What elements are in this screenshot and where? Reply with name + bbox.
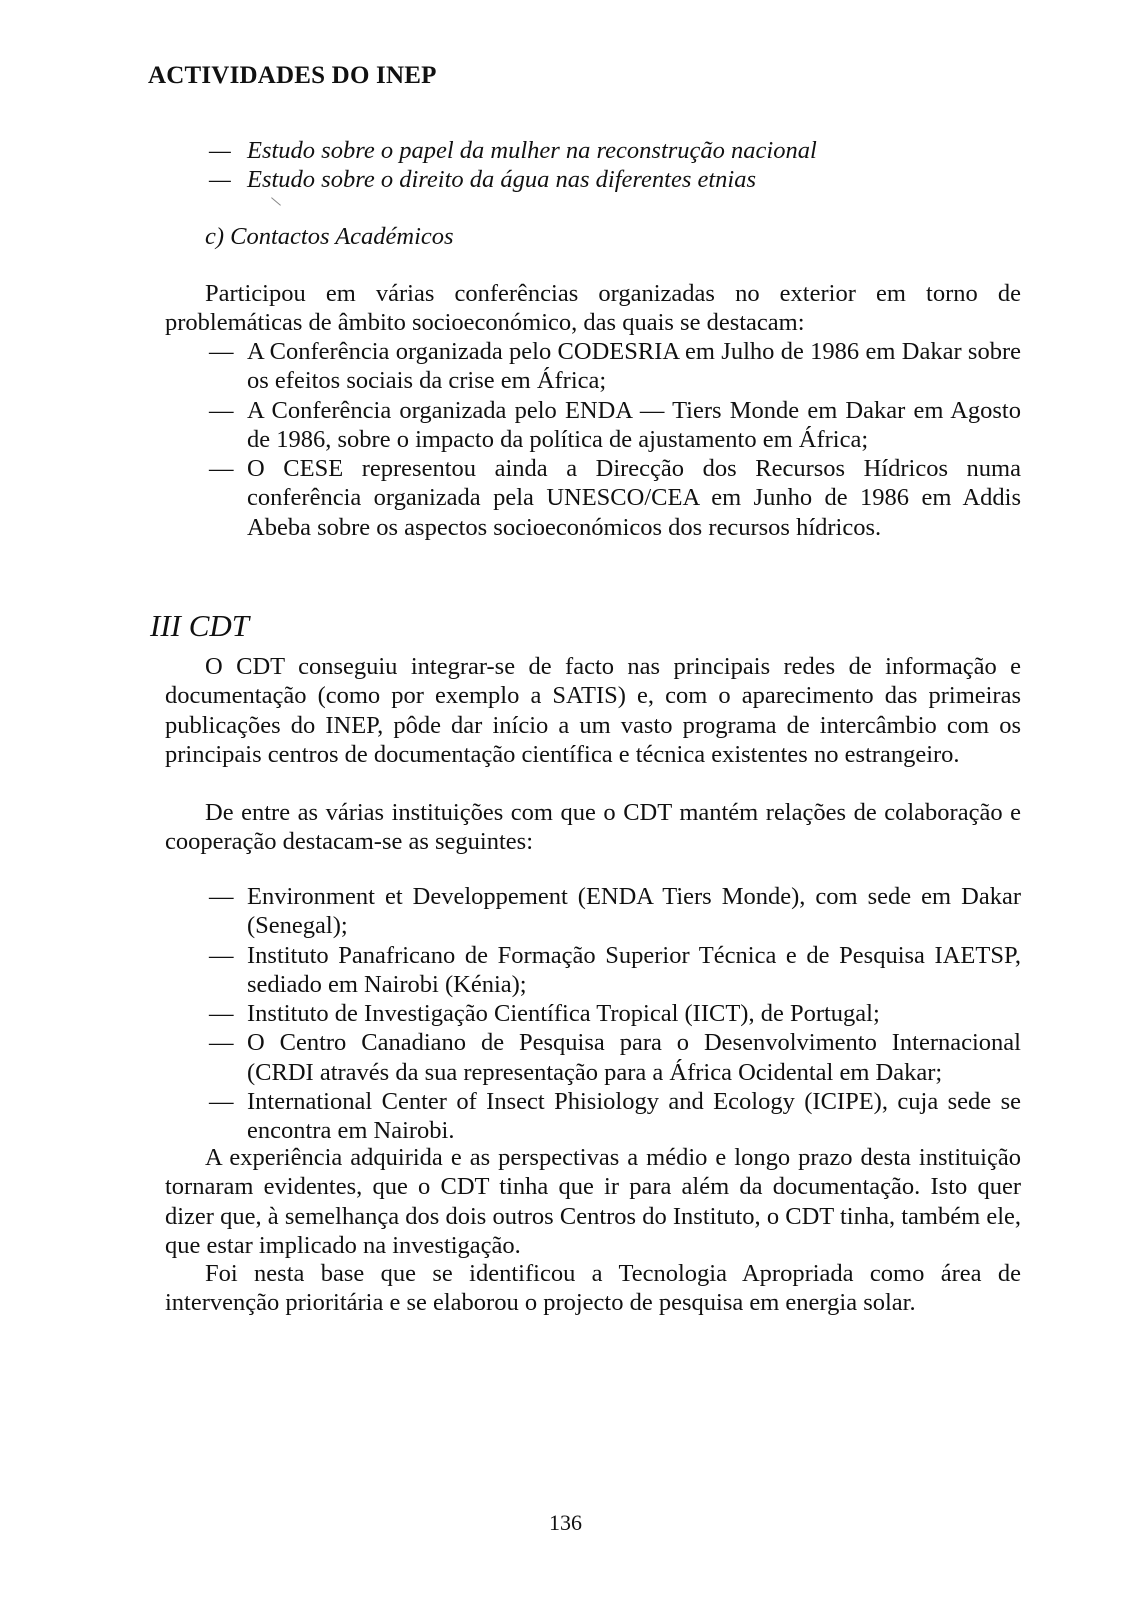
list-item: [165, 454, 1021, 542]
list-item-text: O CESE representou ainda a Direcção dos Recursos Hídricos numa conferência organizada pela UNESCO/CEA em Junho de 1986 em Addis Abeba sobre os aspectos socioeconómicos dos recursos hídricos.: [247, 455, 1021, 541]
subheading-contactos: c) Contactos Académicos: [205, 223, 454, 250]
list-item: [165, 941, 1021, 1000]
list-item-text: Estudo sobre o papel da mulher na reconstrução nacional: [247, 137, 817, 164]
dash: —: [209, 396, 234, 424]
stray-mark: [271, 197, 281, 205]
list-item: [165, 337, 1021, 396]
dash: —: [209, 883, 234, 910]
section-heading: III CDT: [150, 608, 250, 643]
page-number: 136: [549, 1510, 582, 1535]
list-item-text: A Conferência organizada pelo ENDA — Tiers Monde em Dakar em Agosto de 1986, sobre o impacto da política de ajustamento em África;: [247, 396, 1021, 453]
list-item: [165, 1028, 1021, 1087]
dash: —: [209, 1000, 234, 1028]
list-item: [165, 396, 1021, 455]
study-list: [165, 136, 1021, 195]
dash: —: [209, 941, 234, 969]
dash: —: [209, 1088, 234, 1116]
dash: —: [209, 1029, 234, 1057]
list-item-text: International Center of Insect Phisiology and Ecology (ICIPE), cuja sede se encontra em Nairobi.: [247, 1088, 1021, 1145]
cdt-paragraph: De entre as várias instituições com que o CDT mantém relações de colaboração e cooperação destacam-se as seguintes:: [165, 799, 1021, 856]
running-head: ACTIVIDADES DO INEP: [148, 62, 437, 89]
list-item: [165, 1087, 1021, 1146]
list-item-text: Instituto de Investigação Científica Tropical (IICT), de Portugal;: [247, 1000, 880, 1028]
cdt-paragraph: A experiência adquirida e as perspectivas a médio e longo prazo desta instituição tornaram evidentes, que o CDT tinha que ir para além da documentação. Isto quer dizer que, à semelhança dos dois outros Centros do Instituto, o CDT tinha, também ele, que estar implicado na investigação.: [165, 1144, 1021, 1259]
list-item: [165, 999, 1021, 1028]
conference-list: [165, 337, 1021, 542]
list-item: [165, 882, 1021, 941]
list-item-text: Environment et Developpement (ENDA Tiers Monde), com sede em Dakar (Senegal);: [247, 883, 1021, 940]
list-item-text: Instituto Panafricano de Formação Superior Técnica e de Pesquisa IAETSP, sediado em Nairobi (Kénia);: [247, 941, 1021, 998]
institution-list: [165, 882, 1021, 1146]
dash: —: [209, 166, 231, 194]
dash: —: [209, 338, 234, 365]
conferences-intro: Participou em várias conferências organizadas no exterior em torno de problemáticas de âmbito socioeconómico, das quais se destacam:: [165, 280, 1021, 337]
list-item-text: O Centro Canadiano de Pesquisa para o Desenvolvimento Internacional (CRDI através da sua representação para a África Ocidental em Dakar;: [247, 1029, 1021, 1086]
cdt-paragraph: O CDT conseguiu integrar-se de facto nas principais redes de informação e documentação (como por exemplo a SATIS) e, com o aparecimento das primeiras publicações do INEP, pôde dar início a um vasto programa de intercâmbio com os principais centros de documentação científica e técnica existentes no estrangeiro.: [165, 653, 1021, 768]
dash: —: [209, 137, 231, 164]
list-item-text: Estudo sobre o direito da água nas diferentes etnias: [247, 166, 757, 194]
list-item-text: A Conferência organizada pelo CODESRIA em Julho de 1986 em Dakar sobre os efeitos sociais da crise em África;: [247, 338, 1021, 395]
list-item: [165, 136, 1021, 165]
dash: —: [209, 455, 234, 483]
cdt-paragraph: Foi nesta base que se identificou a Tecnologia Apropriada como área de intervenção prioritária e se elaborou o projecto de pesquisa em energia solar.: [165, 1260, 1021, 1317]
list-item: [165, 165, 1021, 194]
